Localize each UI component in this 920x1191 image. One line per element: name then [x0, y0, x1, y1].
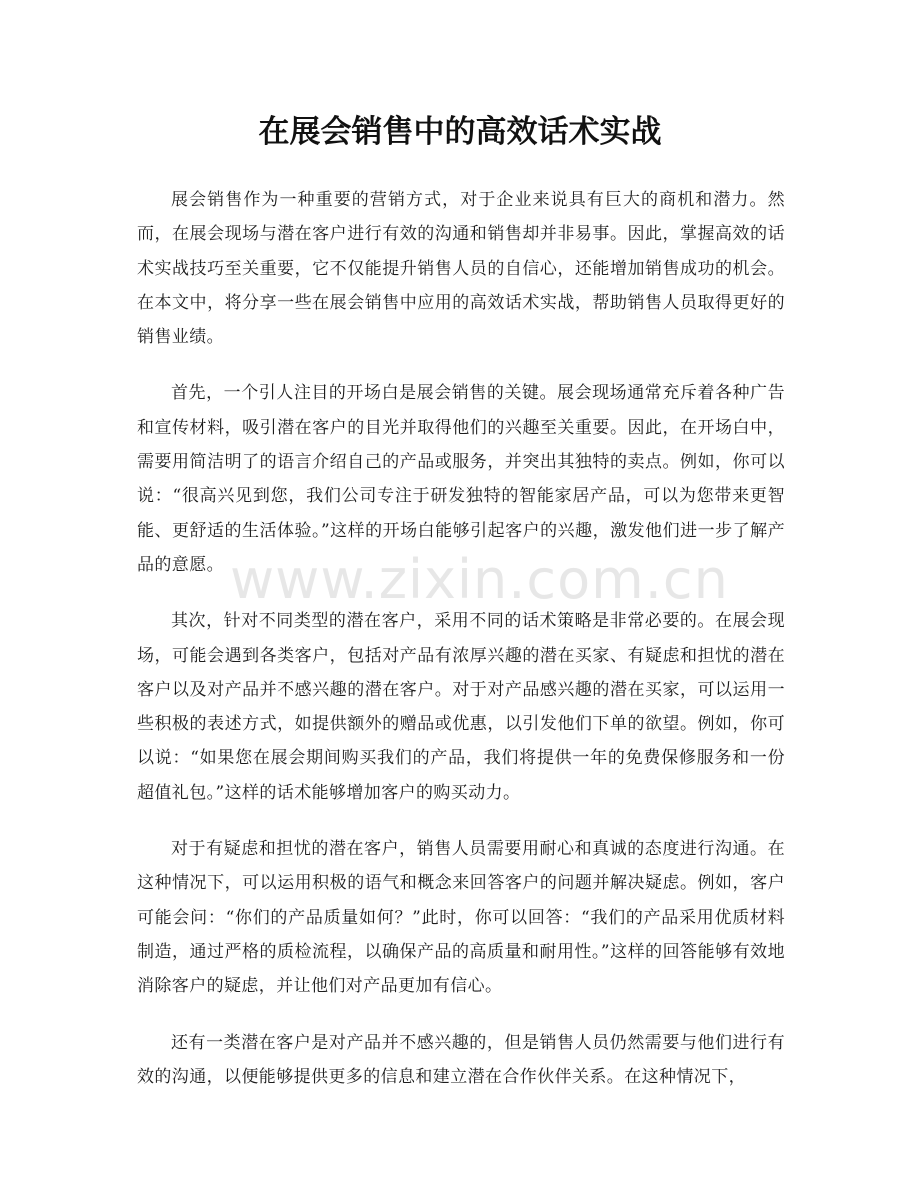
watermark: www.zixin.com.cn	[230, 548, 729, 611]
paragraph-customer-types: 其次，针对不同类型的潜在客户，采用不同的话术策略是非常必要的。在展会现场，可能会遇到各类客户，包括对产品有浓厚兴趣的潜在买家、有疑虑和担忧的潜在客户以及对产品并不感兴趣的潜在客户。对于对产品感兴趣的潜在买家，可以运用一些积极的表述方式，如提供额外的赠品或优惠，以引发他们下单的欲望。例如，你可以说：“如果您在展会期间购买我们的产品，我们将提供一年的免费保修服务和一份超值礼包。”这样的话术能够增加客户的购买动力。	[137, 611, 785, 803]
document-body	[137, 183, 785, 1116]
paragraph-uninterested-customers: 还有一类潜在客户是对产品并不感兴趣的，但是销售人员仍然需要与他们进行有效的沟通，以便能够提供更多的信息和建立潜在合作伙伴关系。在这种情况下，	[137, 1032, 785, 1087]
document-title: 在展会销售中的高效话术实战	[258, 114, 662, 150]
paragraph-opening-line: 首先，一个引人注目的开场白是展会销售的关键。展会现场通常充斥着各种广告和宣传材料，吸引潜在客户的目光并取得他们的兴趣至关重要。因此，在开场白中，需要用简洁明了的语言介绍自己的产品或服务，并突出其独特的卖点。例如，你可以说：“很高兴见到您，我们公司专注于研发独特的智能家居产品，可以为您带来更智能、更舒适的生活体验。”这样的开场白能够引起客户的兴趣，激发他们进一步了解产品的意愿。	[137, 383, 785, 575]
paragraph-hesitant-customers: 对于有疑虑和担忧的潜在客户，销售人员需要用耐心和真诚的态度进行沟通。在这种情况下，可以运用积极的语气和概念来回答客户的问题并解决疑虑。例如，客户可能会问：“你们的产品质量如何？”此时，你可以回答：“我们的产品采用优质材料制造，通过严格的质检流程，以确保产品的高质量和耐用性。”这样的回答能够有效地消除客户的疑虑，并让他们对产品更加有信心。	[137, 839, 785, 997]
paragraph-intro: 展会销售作为一种重要的营销方式，对于企业来说具有巨大的商机和潜力。然而，在展会现场与潜在客户进行有效的沟通和销售却并非易事。因此，掌握高效的话术实战技巧至关重要，它不仅能提升销售人员的自信心，还能增加销售成功的机会。在本文中，将分享一些在展会销售中应用的高效话术实战，帮助销售人员取得更好的销售业绩。	[137, 190, 785, 348]
